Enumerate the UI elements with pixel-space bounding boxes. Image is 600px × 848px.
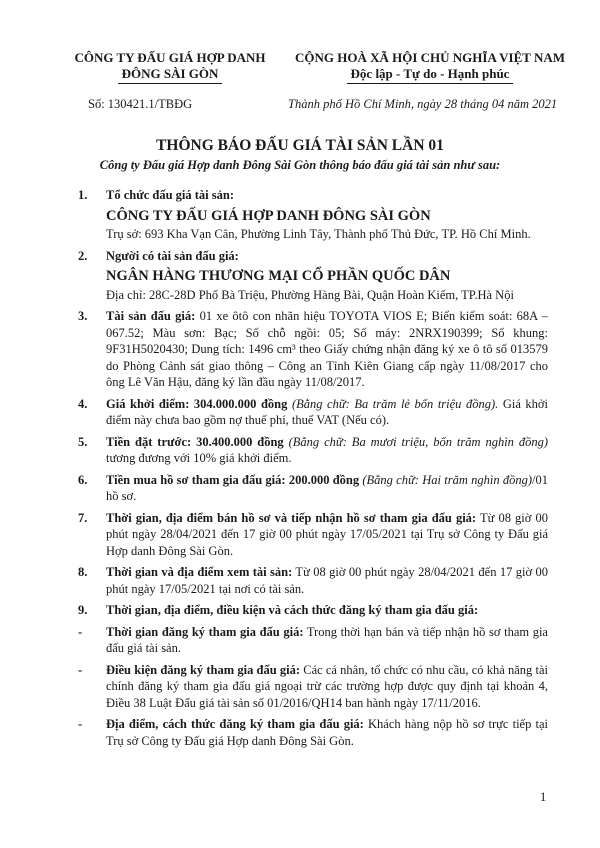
item-number: 8. <box>78 565 88 579</box>
owner-address: Địa chỉ: 28C-28D Phố Bà Triệu, Phường Hàng Bài, Quận Hoàn Kiếm, TP.Hà Nội <box>106 287 514 302</box>
item-asset-owner <box>78 248 548 304</box>
item-label: Giá khởi điểm: 304.000.000 đồng <box>106 396 288 411</box>
item-number: 3. <box>78 309 88 323</box>
item-text: 01 xe ôtô con nhãn hiệu TOYOTA VIOS E; Biển kiểm soát: 68A – 067.52; Màu sơn: Bạc; Số chỗ ngồi: 05; Số máy: 2NRX190399; Số khung: 9F31H5020430; Dung tích: 1496 cm³ theo Giấy chứng nhận đăng ký xe ô tô số 013579 do Phòng Cảnh sát giao thông – Công an Tỉnh Kiên Giang cấp ngày 11/08/2017 cho ông Lê Văn Hậu, đăng ký lần đầu ngày 11/08/2017. <box>106 309 548 389</box>
organization-name: CÔNG TY ĐẤU GIÁ HỢP DANH ĐÔNG SÀI GÒN <box>106 207 431 224</box>
item-label: Tài sản đấu giá: <box>106 309 196 323</box>
document-number: Số: 130421.1/TBĐG <box>88 97 193 111</box>
organization-address: Trụ sở: 693 Kha Vạn Cân, Phường Linh Tây, Thành phố Thủ Đức, TP. Hồ Chí Minh. <box>106 227 531 241</box>
notice-items <box>78 187 548 754</box>
national-motto: Độc lập - Tự do - Hạnh phúc <box>347 66 514 84</box>
item-number: 6. <box>78 472 88 487</box>
national-header <box>285 50 575 84</box>
item-text: Trong thời hạn bán và tiếp nhận hồ sơ tham gia đấu giá tài sản. <box>106 624 548 655</box>
item-number: 4. <box>78 396 88 411</box>
item-text: tương đương với 10% giá khởi điểm. <box>106 451 292 465</box>
item-number: 9. <box>78 603 88 617</box>
item-starting-price <box>78 396 548 429</box>
item-auction-asset <box>78 308 548 391</box>
item-amount-in-words: (Bằng chữ: Ba mươi triệu, bốn trăm nghìn đồng) <box>283 434 549 449</box>
item-number: 1. <box>78 188 88 202</box>
item-label: Điều kiện đăng ký tham gia đấu giá: <box>106 662 301 677</box>
item-text: /01 hồ sơ. <box>106 472 548 503</box>
bullet-dash: - <box>78 624 83 639</box>
item-label: Thời gian, địa điểm, điều kiện và cách thức đăng ký tham gia đấu giá: <box>106 603 479 617</box>
page-number: 1 <box>540 790 547 804</box>
issuer-name-line2: ĐÔNG SÀI GÒN <box>118 66 223 84</box>
item-dossier-sale-time <box>78 510 548 560</box>
item-label: Tiền đặt trước: 30.400.000 đồng <box>106 434 284 449</box>
item-text: Các cá nhân, tổ chức có nhu cầu, có khả năng tài chính đăng ký tham gia đấu giá ngoại trừ các trường hợp được quy định tại khoản 4, Điều 38 Luật Đấu giá tài sản số 01/2016/QH14 ban hành ngày 17/11/2016. <box>106 662 548 710</box>
item-text: Từ 08 giờ 00 phút ngày 28/04/2021 đến 17 giờ 00 phút ngày 17/05/2021 tại Trụ sở Công ty Đấu giá Hợp danh Đông Sài Gòn. <box>106 510 548 558</box>
bullet-dash: - <box>78 717 83 731</box>
owner-name: NGÂN HÀNG THƯƠNG MẠI CỔ PHẦN QUỐC DÂN <box>106 268 451 284</box>
item-text: Giá khởi điểm này chưa bao gồm nợ thuế phí, thuế VAT (Nếu có). <box>106 396 548 427</box>
bullet-dash: - <box>78 662 83 677</box>
item-label: Địa điểm, cách thức đăng ký tham gia đấu giá: <box>106 717 364 731</box>
item-registration-conditions <box>78 662 548 712</box>
item-text: Từ 08 giờ 00 phút ngày 28/04/2021 đến 17 giờ 00 phút ngày 17/05/2021 tại nơi có tài sản. <box>106 565 548 596</box>
item-registration <box>78 602 548 619</box>
item-asset-viewing <box>78 564 548 597</box>
item-number: 7. <box>78 510 88 525</box>
item-label: Thời gian đăng ký tham gia đấu giá: <box>106 624 304 639</box>
item-number: 2. <box>78 248 88 263</box>
item-amount-in-words: (Bằng chữ: Ba trăm lẻ bốn triệu đồng). <box>287 396 499 411</box>
item-label: Tổ chức đấu giá tài sản: <box>106 188 235 202</box>
item-label: Thời gian và địa điểm xem tài sản: <box>106 565 293 579</box>
item-amount-in-words: (Bằng chữ: Hai trăm nghìn đồng) <box>359 472 533 487</box>
notice-subtitle: Công ty Đấu giá Hợp danh Đông Sài Gòn thông báo đấu giá tài sản như sau: <box>99 158 501 172</box>
item-registration-place <box>78 716 548 749</box>
item-deposit <box>78 434 548 467</box>
issuer-name-line1: CÔNG TY ĐẤU GIÁ HỢP DANH <box>74 50 266 65</box>
document-date: Thành phố Hồ Chí Minh, ngày 28 tháng 04 năm 2021 <box>288 97 558 111</box>
item-registration-time <box>78 624 548 657</box>
item-label: Tiền mua hồ sơ tham gia đấu giá: 200.000 đồng <box>106 472 360 487</box>
item-text: Khách hàng nộp hồ sơ trực tiếp tại Trụ sở Công ty Đấu giá Hợp danh Đông Sài Gòn. <box>106 717 548 748</box>
issuer-header <box>70 50 270 84</box>
item-number: 5. <box>78 434 88 449</box>
item-label: Thời gian, địa điểm bán hồ sơ và tiếp nhận hồ sơ tham gia đấu giá: <box>106 510 477 525</box>
national-title: CỘNG HOÀ XÃ HỘI CHỦ NGHĨA VIỆT NAM <box>294 50 566 65</box>
item-dossier-fee <box>78 472 548 505</box>
notice-title: THÔNG BÁO ĐẤU GIÁ TÀI SẢN LẦN 01 <box>156 137 444 154</box>
item-label: Người có tài sản đấu giá: <box>106 248 239 263</box>
item-auction-organization <box>78 187 548 243</box>
